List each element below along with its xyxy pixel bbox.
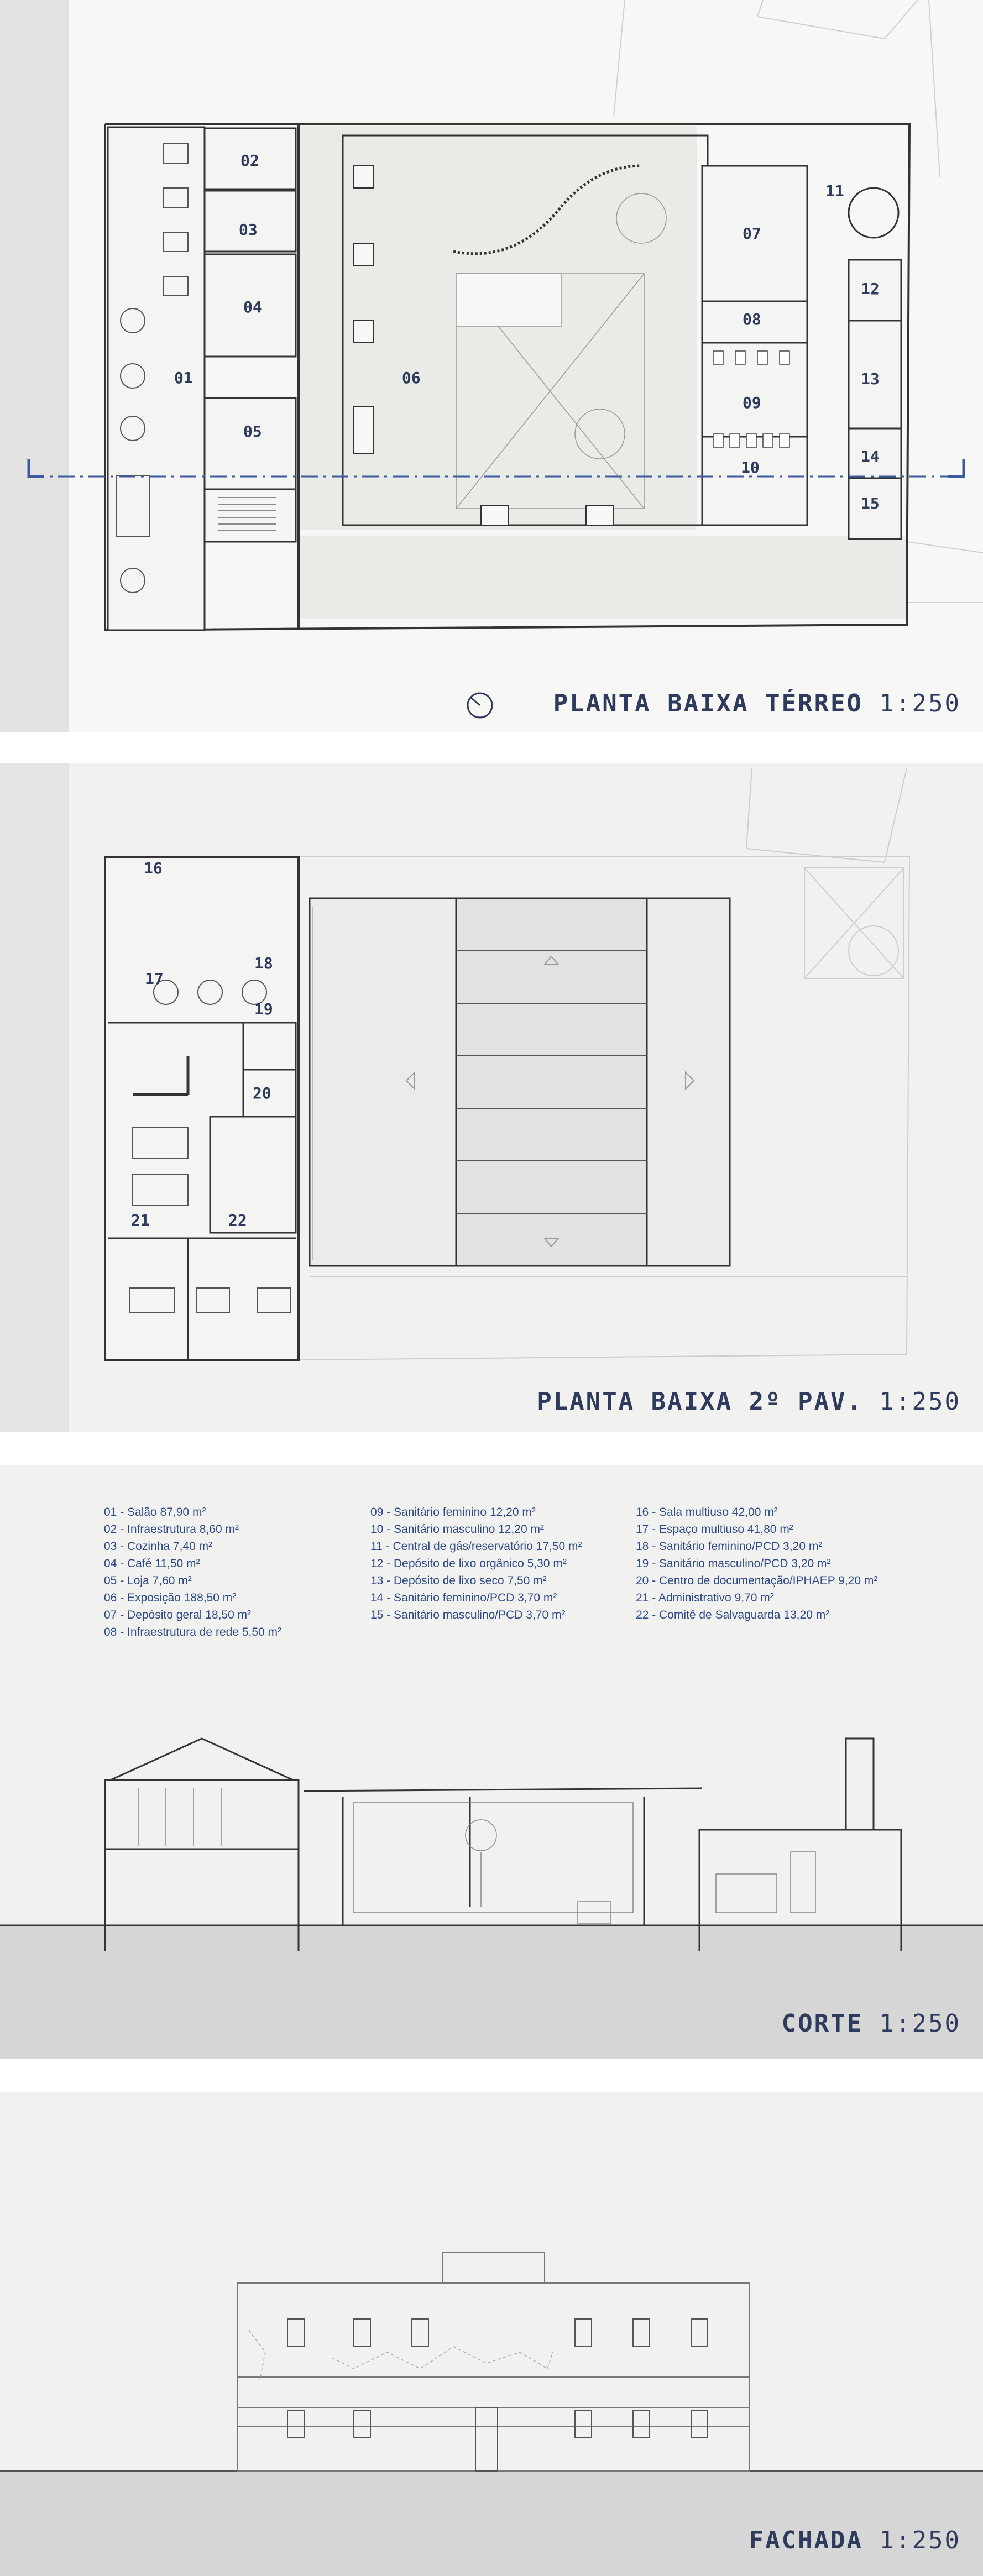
room-number-08: 08 (743, 310, 761, 328)
facade-panel (0, 2092, 983, 2576)
section-panel (0, 1465, 983, 2059)
legend-item: 11 - Central de gás/reservatório 17,50 m² (370, 1540, 582, 1553)
legend-item: 05 - Loja 7,60 m² (104, 1574, 192, 1587)
room-number-06: 06 (402, 369, 421, 387)
room-number-09: 09 (743, 394, 761, 412)
legend-item: 07 - Depósito geral 18,50 m² (104, 1609, 252, 1621)
legend-item: 04 - Café 11,50 m² (104, 1557, 200, 1570)
legend-item: 09 - Sanitário feminino 12,20 m² (370, 1506, 536, 1519)
room-number-22: 22 (228, 1211, 247, 1229)
legend-item: 20 - Centro de documentação/IPHAEP 9,20 m² (636, 1574, 878, 1587)
legend-item: 03 - Cozinha 7,40 m² (104, 1540, 213, 1553)
room-number-12: 12 (861, 280, 880, 298)
room-legend-column-1 (104, 1504, 347, 1641)
room-legend-column-2 (370, 1504, 625, 1624)
legend-item: 12 - Depósito de lixo orgânico 5,30 m² (370, 1557, 567, 1570)
room-number-21: 21 (131, 1211, 150, 1229)
room-number-10: 10 (741, 458, 760, 477)
legend-item: 10 - Sanitário masculino 12,20 m² (370, 1523, 544, 1536)
legend-item: 16 - Sala multiuso 42,00 m² (636, 1506, 778, 1519)
legend-item: 15 - Sanitário masculino/PCD 3,70 m² (370, 1609, 566, 1621)
legend-item: 22 - Comitê de Salvaguarda 13,20 m² (636, 1609, 830, 1621)
room-number-07: 07 (743, 224, 761, 243)
legend-item: 21 - Administrativo 9,70 m² (636, 1591, 774, 1604)
room-legend-column-3 (636, 1504, 901, 1624)
room-number-04: 04 (243, 298, 262, 316)
room-number-03: 03 (239, 221, 258, 239)
room-number-20: 20 (253, 1084, 271, 1102)
section-title: CORTE 1:250 (781, 2009, 961, 2038)
room-number-15: 15 (861, 494, 880, 512)
legend-item: 08 - Infraestrutura de rede 5,50 m² (104, 1626, 281, 1638)
room-number-18: 18 (254, 954, 273, 972)
legend-item: 17 - Espaço multiuso 41,80 m² (636, 1523, 793, 1536)
ground-floor-title: PLANTA BAIXA TÉRREO 1:250 (553, 689, 961, 718)
room-number-01: 01 (174, 369, 193, 387)
room-number-17: 17 (145, 970, 164, 988)
facade-drawing (0, 2092, 983, 2576)
second-floor-plan-panel (0, 763, 983, 1432)
legend-item: 06 - Exposição 188,50 m² (104, 1591, 237, 1604)
room-number-16: 16 (144, 859, 163, 877)
legend-item: 19 - Sanitário masculino/PCD 3,20 m² (636, 1557, 831, 1570)
room-number-19: 19 (254, 1000, 273, 1018)
legend-item: 14 - Sanitário feminino/PCD 3,70 m² (370, 1591, 557, 1604)
room-number-13: 13 (861, 370, 880, 388)
legend-item: 01 - Salão 87,90 m² (104, 1506, 206, 1519)
ground-mass (0, 1925, 983, 2059)
legend-item: 13 - Depósito de lixo seco 7,50 m² (370, 1574, 547, 1587)
facade-title: FACHADA 1:250 (749, 2526, 961, 2554)
room-number-05: 05 (243, 422, 262, 441)
room-number-11: 11 (825, 182, 844, 200)
ground-floor-plan-panel (0, 0, 983, 732)
second-floor-plan-drawing (0, 763, 983, 1432)
room-number-02: 02 (240, 151, 259, 170)
legend-item: 02 - Infraestrutura 8,60 m² (104, 1523, 239, 1536)
second-floor-title: PLANTA BAIXA 2º PAV. 1:250 (537, 1388, 961, 1416)
room-number-14: 14 (861, 447, 880, 465)
legend-item: 18 - Sanitário feminino/PCD 3,20 m² (636, 1540, 823, 1553)
ground-mass (0, 2471, 983, 2576)
ground-floor-plan-drawing (0, 0, 983, 732)
